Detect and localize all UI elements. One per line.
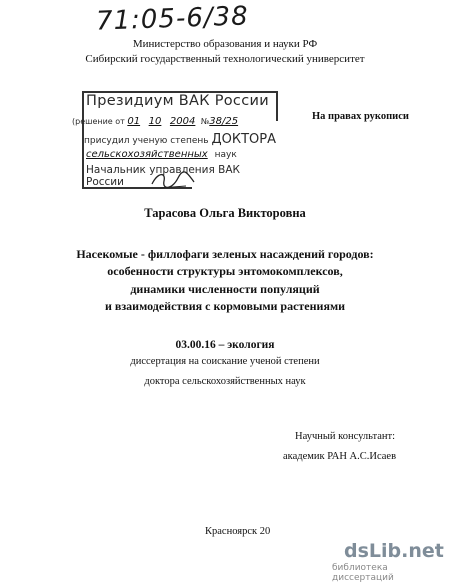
thesis-title-line: особенности структуры энтомокомплексов, (107, 264, 343, 278)
signature-handwritten (148, 168, 198, 192)
ministry-name: Министерство образования и науки РФ (132, 38, 318, 50)
thesis-title-line: Насекомые - филлофаги зеленых насаждений городов: (76, 247, 374, 261)
stamp-decision-row (72, 116, 238, 127)
stamp-field-row (86, 149, 237, 160)
thesis-title-line: и взаимодействия с кормовыми растениями (104, 299, 346, 313)
handwritten-archive-code: 71:05-6/38 (95, 1, 250, 37)
dslib-subtitle: библиотека диссертаций (332, 563, 394, 583)
decision-prefix: (решение от (72, 117, 125, 126)
decision-day: 01 (127, 116, 141, 127)
specialty-code: 03.00.16 – экология (175, 339, 275, 351)
stamp-head: Начальник управления ВАК России (86, 164, 240, 188)
thesis-title-line: динамики численности популяций (130, 282, 320, 296)
dslib-watermark[interactable] (332, 540, 450, 582)
field-handwritten: сельскохозяйственных (86, 149, 208, 160)
city-year: Красноярск 20 (205, 526, 271, 537)
consultant-name: академик РАН А.С.Исаев (283, 451, 397, 462)
degree-sought: доктора сельскохозяйственных наук (144, 376, 306, 387)
decision-number: 38/25 (209, 116, 239, 127)
stamp-border-right (276, 91, 278, 121)
decision-month: 10 (148, 116, 162, 127)
university-name: Сибирский государственный технологический университет (85, 53, 365, 65)
manuscript-note: На правах рукописи (312, 111, 409, 122)
grant-text: присудил ученую степень (84, 136, 209, 146)
field-suffix: наук (214, 150, 237, 160)
stamp-grant-row (84, 132, 276, 147)
dissertation-purpose: диссертация на соискание ученой степени (130, 356, 320, 367)
stamp-degree: ДОКТОРА (211, 132, 276, 147)
stamp-title: Президиум ВАК России (86, 93, 269, 109)
consultant-label: Научный консультант: (295, 431, 396, 442)
author-name: Тарасова Ольга Викторовна (144, 206, 306, 220)
decision-year: 2004 (169, 116, 196, 127)
decision-number-prefix: № (200, 117, 210, 126)
dslib-logo[interactable]: dsLib.net (344, 540, 444, 562)
